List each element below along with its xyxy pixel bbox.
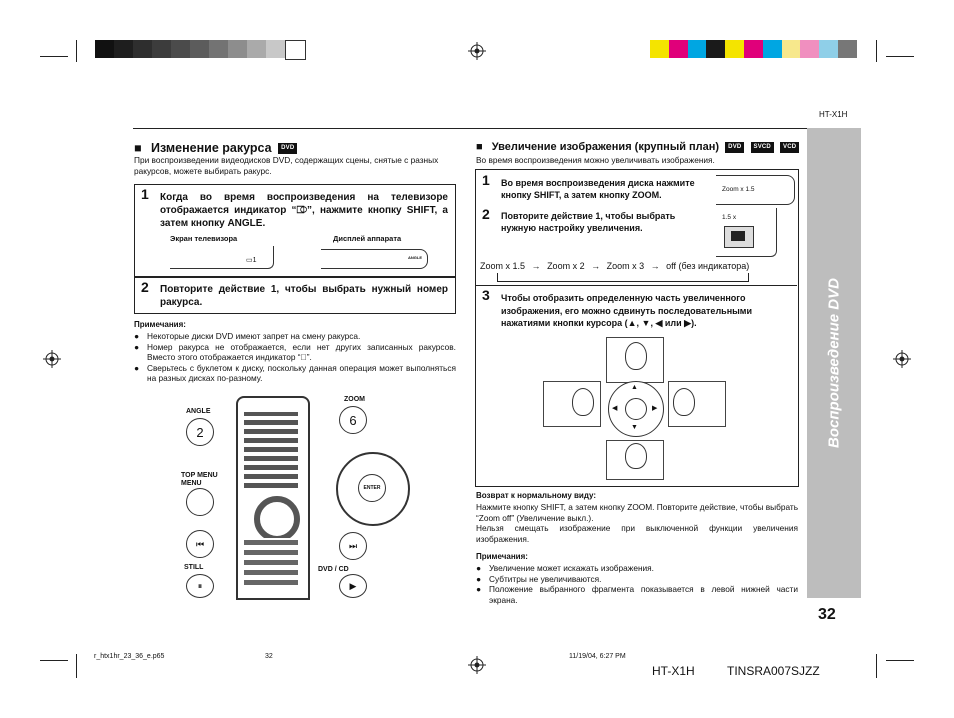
crop-mark <box>886 56 914 57</box>
return-text-1: Нажмите кнопку SHIFT, а затем кнопку ZOOM. Повторите действие, чтобы выбрать “Zoom off” (Увеличение выкл.). <box>476 502 799 523</box>
angle-notes-title: Примечания: <box>134 320 186 329</box>
remote-lower-buttons <box>244 538 298 590</box>
tv-screen-preview <box>170 246 274 269</box>
color-swatch <box>800 40 819 58</box>
zoom-tv-icon <box>724 226 754 248</box>
angle-title: Изменение ракурса <box>151 141 272 155</box>
zoomed-image-right <box>668 381 726 427</box>
dvd-badge: DVD <box>278 143 297 154</box>
skip-back-button[interactable]: ⏮ <box>186 530 214 558</box>
color-swatch <box>782 40 801 58</box>
arrow-right-icon: ▶ <box>652 405 658 412</box>
zoom-intro: Во время воспроизведения можно увеличивать изображения. <box>476 155 715 165</box>
cursor-center[interactable] <box>625 398 647 420</box>
zoom-label: ZOOM <box>344 396 365 403</box>
footer-page: 32 <box>265 653 273 660</box>
zoom-button[interactable]: 6 <box>339 406 367 434</box>
color-swatch <box>763 40 782 58</box>
face-icon <box>625 443 647 469</box>
right-section-title <box>476 141 799 153</box>
zoom-frame-icon <box>731 231 745 241</box>
header-rule <box>133 128 807 129</box>
color-swatch <box>669 40 688 58</box>
color-swatch <box>838 40 857 58</box>
bullet-icon: ● <box>134 362 140 373</box>
zoom-notes <box>476 563 798 605</box>
zoom-seq-item: Zoom x 3 <box>606 261 645 271</box>
remote-dpad-small <box>254 496 300 542</box>
zoom-tv-label: 1.5 x <box>722 214 737 221</box>
face-icon <box>673 388 695 416</box>
color-swatch <box>190 40 209 58</box>
zoom-loop-arrow <box>497 273 749 282</box>
note-item: ● Некоторые диски DVD имеют запрет на смену ракурса. <box>134 331 361 341</box>
unit-angle-indicator: ANGLE <box>408 255 422 260</box>
crop-mark <box>76 40 77 62</box>
enter-button[interactable]: ENTER <box>358 474 386 502</box>
zoom-step3-text: Чтобы отобразить определенную часть увеличенного изображения, его можно сдвинуть последовательными нажатиями кнопки курсора (▲, ▼, ◀ или ▶). <box>501 293 753 328</box>
zoom-display-value: Zoom x 1.5 <box>722 186 755 193</box>
dvd-badge: DVD <box>725 142 744 153</box>
step-divider <box>475 285 797 286</box>
camera-icon: ▭ <box>246 257 253 264</box>
step1-number: 1 <box>141 186 149 202</box>
arrow-right-icon: → <box>531 261 541 271</box>
zoomed-image-left <box>543 381 601 427</box>
registration-mark-icon <box>893 350 911 368</box>
zoom-sequence <box>480 261 749 271</box>
color-swatch <box>152 40 171 58</box>
color-swatch <box>95 40 114 58</box>
color-swatch <box>650 40 669 58</box>
bullet-icon: ● <box>476 584 482 594</box>
dvd-cd-label: DVD / CD <box>318 566 349 573</box>
crop-mark <box>40 660 68 661</box>
unit-display-label: Дисплей аппарата <box>333 234 402 243</box>
color-swatch <box>209 40 228 58</box>
color-swatch <box>114 40 133 58</box>
tv-screen-label: Экран телевизора <box>170 234 238 243</box>
angle-button[interactable]: 2 <box>186 418 214 446</box>
return-text <box>476 502 798 544</box>
note-item: ● Номер ракурса не отображается, если нет других записанных ракурсов. Вместо этого отображается индикатор “⃠”. <box>134 341 456 362</box>
color-swatch <box>819 40 838 58</box>
zoom-step2-text: Повторите действие 1, чтобы выбрать нужную настройку увеличения. <box>501 211 676 233</box>
arrow-right-icon: → <box>591 261 601 271</box>
color-swatch <box>688 40 707 58</box>
still-label: STILL <box>184 564 204 571</box>
bullet-icon: ● <box>134 341 140 352</box>
zoom-notes-title: Примечания: <box>476 552 528 561</box>
arrow-right-icon: → <box>650 261 660 271</box>
color-swatch <box>706 40 725 58</box>
zoom-title: Увеличение изображения (крупный план) <box>491 141 720 153</box>
footer-model: HT-X1H <box>652 664 695 678</box>
note-item: ● Субтитры не увеличиваются. <box>476 573 602 584</box>
color-swatch <box>171 40 190 58</box>
vcd-badge: VCD <box>780 142 799 153</box>
registration-mark-icon <box>468 656 486 674</box>
page-number: 32 <box>818 606 836 623</box>
face-icon <box>625 342 647 370</box>
top-menu-label: TOP MENU MENU <box>181 472 218 487</box>
zoomed-image-top <box>606 337 664 383</box>
left-section-title <box>134 141 297 155</box>
side-tab <box>807 128 861 598</box>
remote-illustration <box>176 392 436 596</box>
arrow-down-icon: ▼ <box>631 424 638 431</box>
note-item: ● Увеличение может искажать изображения. <box>476 563 654 573</box>
angle-step2-text: Повторите действие 1, чтобы выбрать нужный номер ракурса. <box>160 284 448 308</box>
top-menu-button[interactable] <box>186 488 214 516</box>
cursor-pad[interactable] <box>608 381 664 437</box>
color-swatch <box>285 40 306 60</box>
side-tab-label: Воспроизведение DVD <box>825 278 843 448</box>
note-item: ● Положение выбранного фрагмента показывается в левой нижней части экрана. <box>476 584 798 605</box>
zoomed-image-bottom <box>606 440 664 480</box>
angle-label: ANGLE <box>186 408 211 415</box>
zoom-seq-item: Zoom x 2 <box>547 261 585 271</box>
bullet-icon: ● <box>476 573 482 584</box>
color-swatch <box>744 40 763 58</box>
crop-mark <box>886 660 914 661</box>
skip-forward-button[interactable]: ⏭ <box>339 532 367 560</box>
registration-mark-icon <box>43 350 61 368</box>
angle-intro: При воспроизведении видеодисков DVD, содержащих сцены, снятые с разных ракурсов, можете выбирать ракурс. <box>134 155 439 176</box>
tv-angle-indicator: ▭1 <box>246 257 257 264</box>
zoom-step1-text: Во время воспроизведения диска нажмите кнопку SHIFT, а затем кнопку ZOOM. <box>501 178 695 200</box>
square-bullet-icon: ■ <box>134 141 142 155</box>
square-bullet-icon: ■ <box>476 141 483 153</box>
registration-mark-icon <box>468 42 486 60</box>
color-swatch <box>266 40 285 58</box>
zoom-step3-number: 3 <box>482 287 490 303</box>
play-button[interactable]: ▶ <box>339 574 367 598</box>
color-swatch <box>725 40 744 58</box>
footer-date: 11/19/04, 6:27 PM <box>569 653 626 660</box>
footer-code: TINSRA007SJZZ <box>727 664 820 678</box>
arrow-up-icon: ▲ <box>631 384 638 391</box>
return-title: Возврат к нормальному виду: <box>476 491 597 500</box>
crop-mark <box>876 40 877 62</box>
zoom-step2-number: 2 <box>482 206 490 222</box>
arrow-left-icon: ◀ <box>612 405 618 412</box>
color-swatch <box>228 40 247 58</box>
still-button[interactable]: ⏸ <box>186 574 214 598</box>
zoom-seq-item: off (без индикатора) <box>666 261 750 271</box>
footer-file: r_htx1hr_23_36_e.p65 <box>94 653 165 660</box>
color-swatch <box>133 40 152 58</box>
step2-number: 2 <box>141 279 149 295</box>
crop-mark <box>40 56 68 57</box>
angle-step1-text: Когда во время воспроизведения на телевизоре отображается индикатор “⎄”, нажмите кнопку SHIFT, а затем кнопку ANGLE. <box>160 192 448 229</box>
zoom-step1-number: 1 <box>482 172 490 188</box>
crop-mark <box>76 654 77 678</box>
angle-notes <box>134 331 456 384</box>
model-header: HT-X1H <box>819 110 848 119</box>
note-item: ● Сверьтесь с буклетом к диску, поскольку данная операция может выполняться на разных дисках по-разному. <box>134 362 456 383</box>
return-text-2: Нельзя смещать изображение при выключенной функции увеличения изображения. <box>476 523 798 544</box>
bullet-icon: ● <box>476 563 482 573</box>
color-swatch <box>247 40 266 58</box>
svcd-badge: SVCD <box>751 142 774 153</box>
bullet-icon: ● <box>134 331 140 341</box>
face-icon <box>572 388 594 416</box>
zoom-seq-item: Zoom x 1.5 <box>480 261 526 271</box>
crop-mark <box>876 654 877 678</box>
remote-button-grid <box>244 412 298 492</box>
